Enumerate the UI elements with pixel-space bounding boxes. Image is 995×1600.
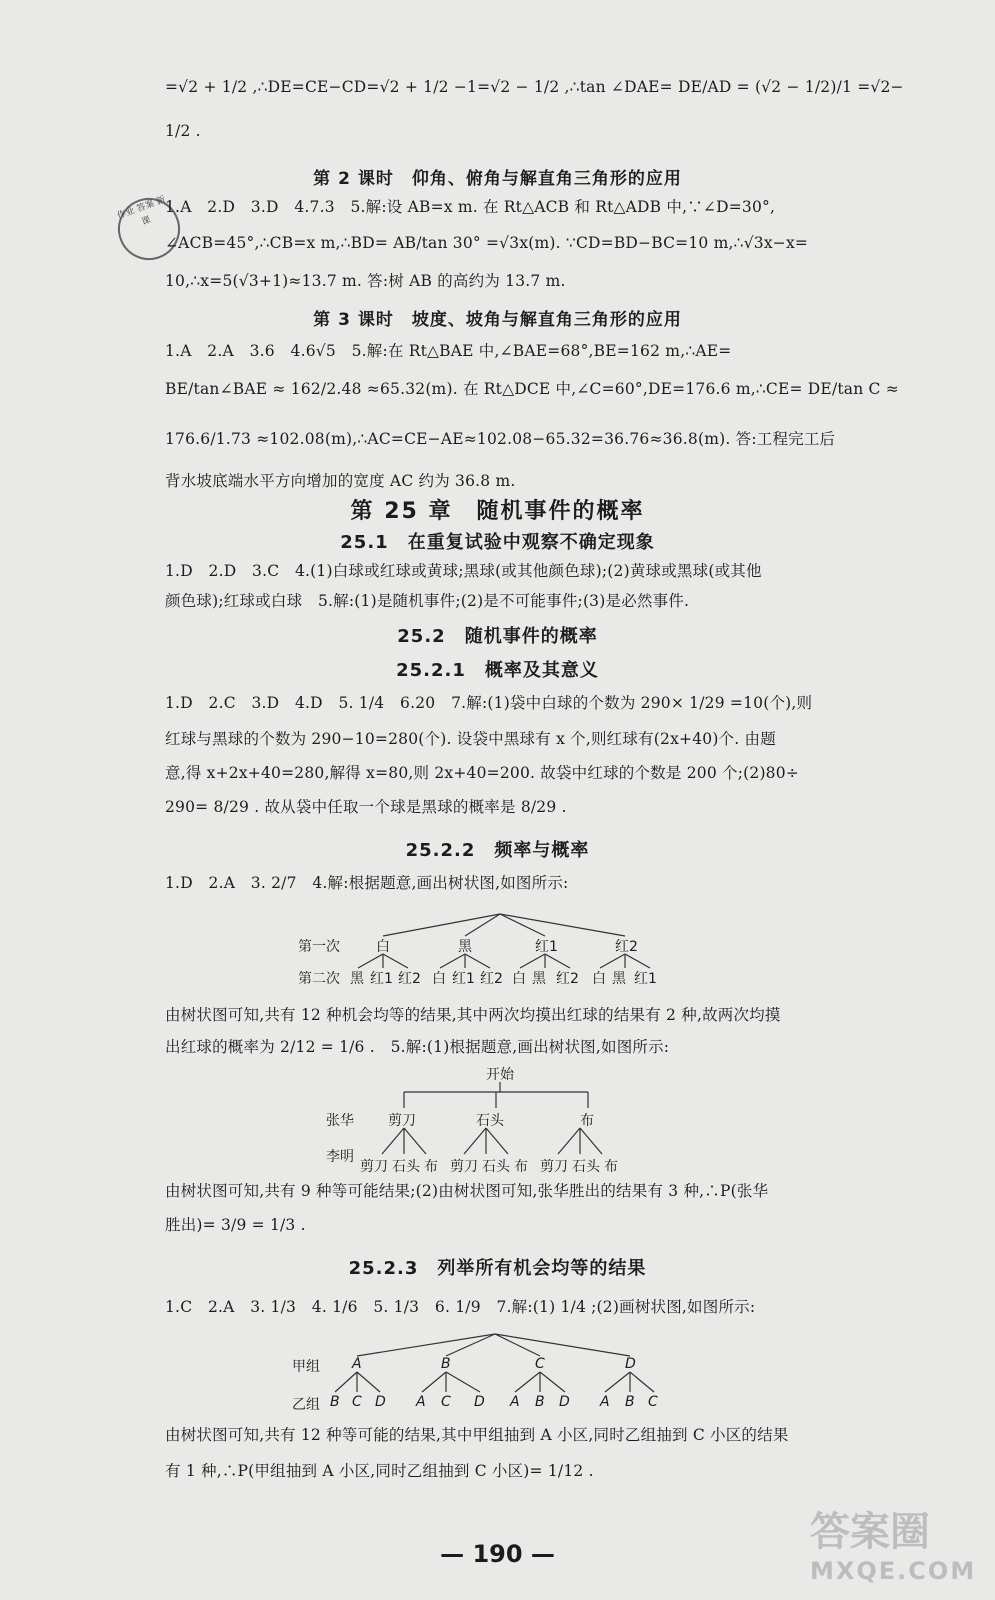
text-line: 由树状图可知,共有 12 种等可能的结果,其中甲组抽到 A 小区,同时乙组抽到 C 小区的结果 (165, 1426, 789, 1444)
tree-node: D (559, 1394, 570, 1410)
tree-node: 红2 (480, 971, 503, 987)
tree-node: 红2 (398, 971, 421, 987)
lesson-2-title: 第 2 课时 仰角、俯角与解直角三角形的应用 (313, 169, 682, 189)
tree-node: 石头 (392, 1159, 420, 1175)
text-line: 由树状图可知,共有 9 种等可能结果;(2)由树状图可知,张华胜出的结果有 3 种,∴P(张华 (165, 1182, 769, 1200)
tree-node: C (535, 1356, 545, 1372)
tree-node: D (375, 1394, 386, 1410)
tree-node: 石头 (476, 1113, 504, 1129)
tree-row-label: 第一次 (298, 939, 340, 955)
tree-node: 石头 (482, 1159, 510, 1175)
tree-node: A (416, 1394, 426, 1410)
text-line: 1.A 2.D 3.D 4.7.3 5.解:设 AB=x m. 在 Rt△ACB 和 Rt△ADB 中,∵∠D=30°, (165, 198, 776, 216)
text-line: 176.6/1.73 ≈102.08(m),∴AC=CE−AE≈102.08−65.32=36.76≈36.8(m). 答:工程完工后 (165, 430, 836, 448)
tree-node: D (474, 1394, 485, 1410)
text-line: 出红球的概率为 2/12 = 1/6 . 5.解:(1)根据题意,画出树状图,如图所示: (165, 1038, 670, 1056)
text-line: 1.D 2.D 3.C 4.(1)白球或红球或黄球;黑球(或其他颜色球);(2)黄球或黑球(或其他 (165, 562, 762, 580)
tree-node: 黑 (612, 971, 626, 987)
section-25-2-1-title: 25.2.1 概率及其意义 (396, 660, 599, 681)
text-line: 1/2 . (165, 122, 201, 140)
tree-node: 红1 (370, 971, 393, 987)
section-25-2-title: 25.2 随机事件的概率 (397, 626, 598, 647)
chapter-title: 第 25 章 随机事件的概率 (350, 499, 645, 524)
text-line: 1.D 2.A 3. 2/7 4.解:根据题意,画出树状图,如图所示: (165, 874, 569, 892)
tree-row-label: 张华 (326, 1113, 354, 1129)
tree-row-label: 李明 (326, 1149, 354, 1165)
text-line: ∠ACB=45°,∴CB=x m,∴BD= AB/tan 30° =√3x(m). ∵CD=BD−BC=10 m,∴√3x−x= (165, 234, 809, 252)
tree-node: 黑 (532, 971, 546, 987)
tree-node: C (648, 1394, 658, 1410)
text-line: 有 1 种,∴P(甲组抽到 A 小区,同时乙组抽到 C 小区)= 1/12 . (165, 1462, 594, 1480)
text-line: 红球与黑球的个数为 290−10=280(个). 设袋中黑球有 x 个,则红球有(2x+40)个. 由题 (165, 730, 776, 748)
text-line: 1.A 2.A 3.6 4.6√5 5.解:在 Rt△BAE 中,∠BAE=68°,BE=162 m,∴AE= (165, 342, 732, 360)
tree-node: A (510, 1394, 520, 1410)
text-line: 290= 8/29 . 故从袋中任取一个球是黑球的概率是 8/29 . (165, 798, 567, 816)
tree-node: 剪刀 (388, 1113, 416, 1129)
text-line: 背水坡底端水平方向增加的宽度 AC 约为 36.8 m. (165, 472, 516, 490)
tree-node: A (352, 1356, 362, 1372)
tree-node: C (352, 1394, 362, 1410)
tree-node: B (330, 1394, 340, 1410)
tree-row-label: 第二次 (298, 971, 340, 987)
tree-row-label: 乙组 (292, 1397, 320, 1413)
lesson-3-title: 第 3 课时 坡度、坡角与解直角三角形的应用 (313, 310, 682, 330)
text-line: =√2 + 1/2 ,∴DE=CE−CD=√2 + 1/2 −1=√2 − 1/2 ,∴tan ∠DAE= DE/AD = (√2 − 1/2)/1 =√2− (165, 78, 904, 96)
tree-node: 红2 (556, 971, 579, 987)
tree-node: 剪刀 (450, 1159, 478, 1175)
tree-node: 红2 (615, 939, 638, 955)
tree-node: D (625, 1356, 636, 1372)
text-line: 颜色球);红球或白球 5.解:(1)是随机事件;(2)是不可能事件;(3)是必然事件. (165, 592, 690, 610)
tree-node: 白 (432, 971, 446, 987)
tree-node: C (441, 1394, 451, 1410)
text-line: 1.D 2.C 3.D 4.D 5. 1/4 6.20 7.解:(1)袋中白球的个数为 290× 1/29 =10(个),则 (165, 694, 813, 712)
tree-node: B (441, 1356, 451, 1372)
tree-node: 白 (512, 971, 526, 987)
tree-node: 红1 (535, 939, 558, 955)
text-line: 1.C 2.A 3. 1/3 4. 1/6 5. 1/3 6. 1/9 7.解:(1) 1/4 ;(2)画树状图,如图所示: (165, 1298, 756, 1316)
tree-node: A (600, 1394, 610, 1410)
tree-node: 红1 (452, 971, 475, 987)
text-line: 10,∴x=5(√3+1)≈13.7 m. 答:树 AB 的高约为 13.7 m. (165, 272, 566, 290)
text-line: BE/tan∠BAE ≈ 162/2.48 ≈65.32(m). 在 Rt△DCE 中,∠C=60°,DE=176.6 m,∴CE= DE/tan C ≈ (165, 380, 899, 398)
tree-node: 布 (424, 1159, 438, 1175)
tree-node: B (625, 1394, 635, 1410)
section-25-1-title: 25.1 在重复试验中观察不确定现象 (340, 532, 655, 553)
section-25-2-3-title: 25.2.3 列举所有机会均等的结果 (348, 1258, 647, 1279)
tree-node: 白 (376, 939, 390, 955)
tree-node: 布 (580, 1113, 594, 1129)
tree-node: 布 (514, 1159, 528, 1175)
tree-node: 布 (604, 1159, 618, 1175)
section-25-2-2-title: 25.2.2 频率与概率 (405, 840, 590, 861)
stamp-seal: 作业 答案 新课 (109, 189, 188, 268)
tree-node: 剪刀 (540, 1159, 568, 1175)
tree-node: 黑 (458, 939, 472, 955)
tree-node: 黑 (350, 971, 364, 987)
tree-node: 剪刀 (360, 1159, 388, 1175)
page-number: — 190 — (440, 1540, 555, 1568)
watermark-logo: 答案圈 MXQE.COM (810, 1509, 977, 1585)
tree-row-label: 甲组 (292, 1359, 320, 1375)
tree-node: B (535, 1394, 545, 1410)
text-line: 由树状图可知,共有 12 种机会均等的结果,其中两次均摸出红球的结果有 2 种,故两次均摸 (165, 1006, 781, 1024)
tree-root: 开始 (486, 1067, 514, 1083)
text-line: 胜出)= 3/9 = 1/3 . (165, 1216, 306, 1234)
tree-node: 石头 (572, 1159, 600, 1175)
text-line: 意,得 x+2x+40=280,解得 x=80,则 2x+40=200. 故袋中红球的个数是 200 个;(2)80÷ (165, 764, 799, 782)
tree-node: 红1 (634, 971, 657, 987)
tree-node: 白 (592, 971, 606, 987)
